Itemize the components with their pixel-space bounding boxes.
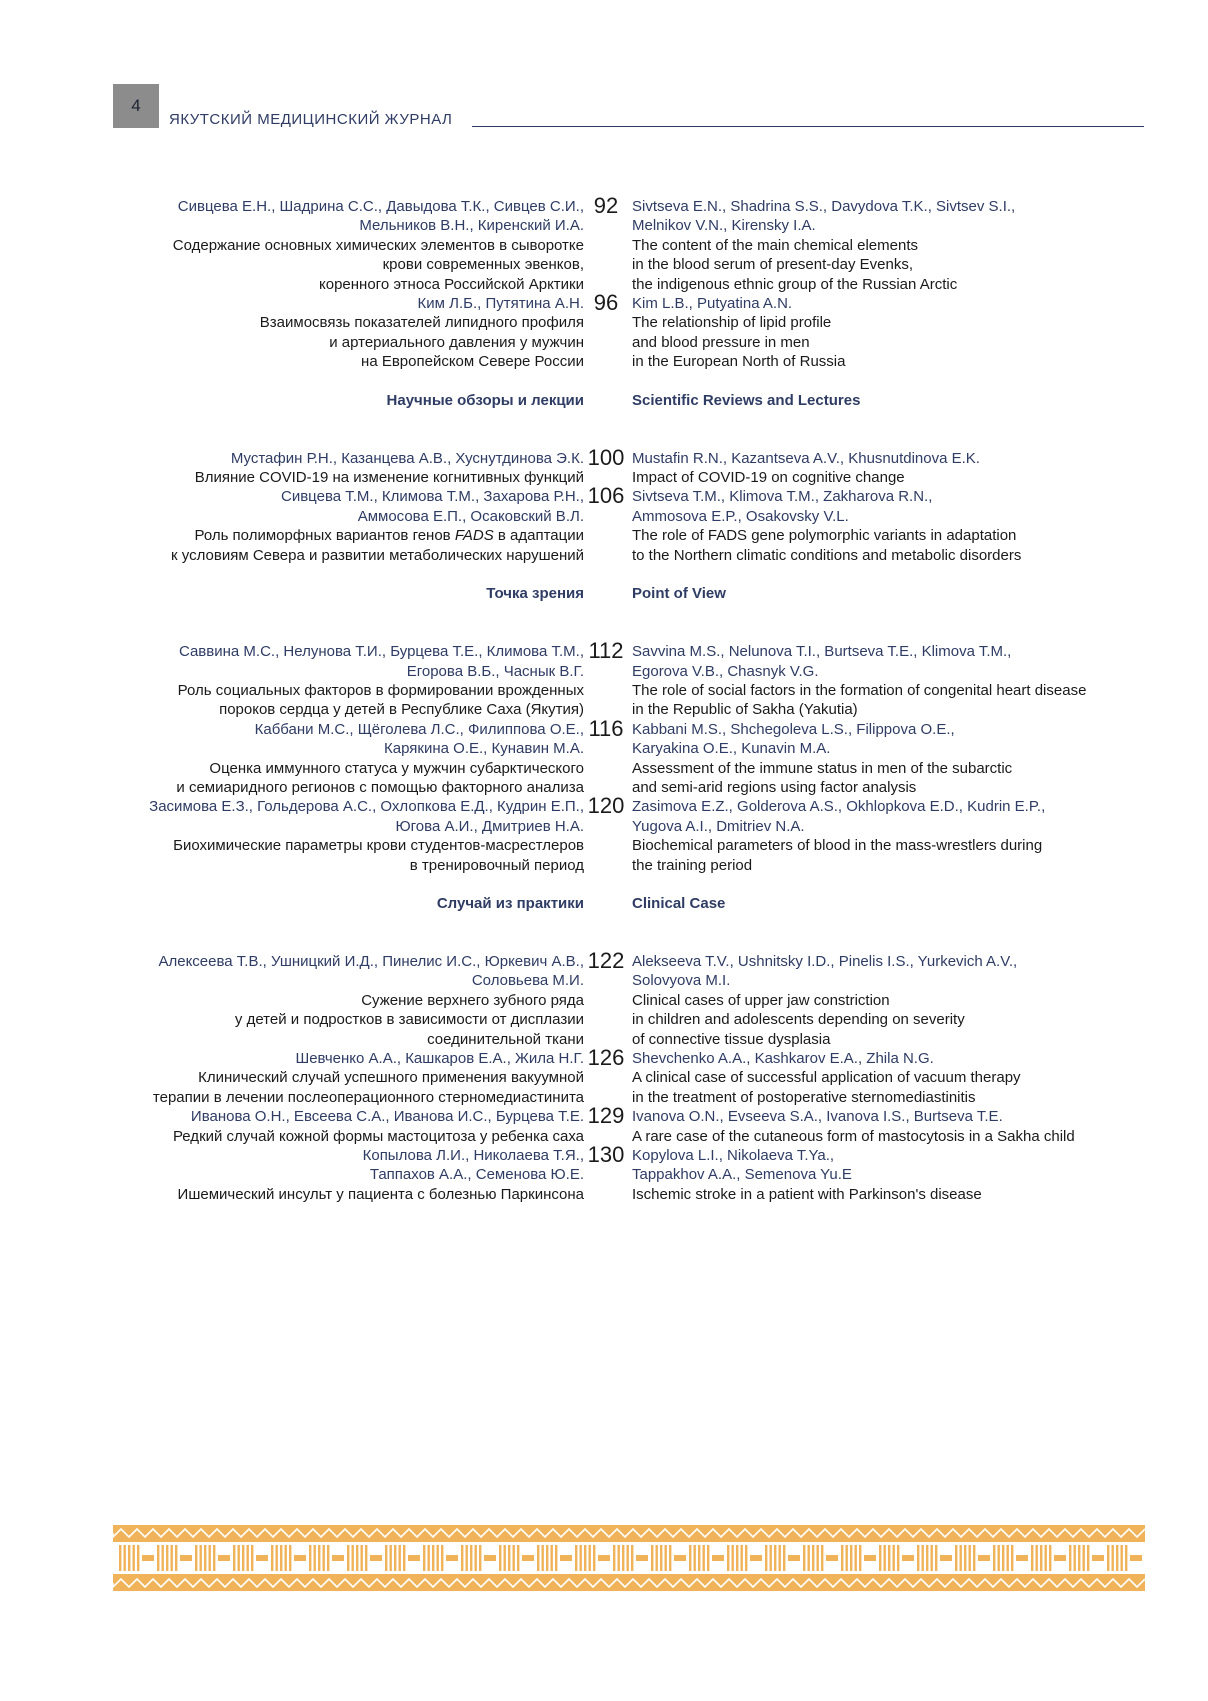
entry-english <box>632 1107 1152 1146</box>
entry-authors-ru: Югова А.И., Дмитриев Н.А. <box>395 817 584 835</box>
entry-authors-ru: Иванова О.Н., Евсеева С.А., Иванова И.С., Бурцева Т.Е. <box>190 1108 584 1126</box>
entry-russian <box>44 642 584 720</box>
entry-title-en: The relationship of lipid profile <box>632 314 832 332</box>
entry-title-en: Ischemic stroke in a patient with Parkinson's disease <box>632 1185 982 1203</box>
entry-authors-en: Karyakina O.E., Kunavin M.A. <box>632 740 831 758</box>
entry-title-ru: крови современных эвенков, <box>382 256 584 274</box>
entry-title-ru: терапии в лечении послеоперационного стерномедиастинита <box>152 1088 584 1106</box>
entry-title-en: the training period <box>632 856 753 874</box>
entry-title-en: in the blood serum of present-day Evenks, <box>632 256 913 274</box>
entry-authors-en: Mustafin R.N., Kazantseva A.V., Khusnutdinova E.K. <box>632 449 980 467</box>
entry-authors-en: Kabbani M.S., Shchegoleva L.S., Filippova O.E., <box>632 720 955 738</box>
entry-title-ru: на Европейском Севере России <box>361 353 584 371</box>
entry-title-ru: Содержание основных химических элементов в сыворотке <box>172 236 584 254</box>
entry-authors-en: Ammosova E.P., Osakovsky V.L. <box>632 507 849 525</box>
entry-authors-ru: Мустафин Р.Н., Казанцева А.В., Хуснутдинова Э.К. <box>230 449 584 467</box>
entry-authors-en: Sivtseva T.M., Klimova T.M., Zakharova R.N., <box>632 488 933 506</box>
entry-english <box>632 487 1152 565</box>
section-title-ru: Точка зрения <box>486 585 584 603</box>
entry-authors-en: Tappakhov A.A., Semenova Yu.E <box>632 1166 852 1184</box>
entry-english <box>632 294 1152 372</box>
entry-title-en: A rare case of the cutaneous form of mastocytosis in a Sakha child <box>632 1127 1075 1145</box>
entry-russian <box>44 487 584 565</box>
entry-title-en: in the European North of Russia <box>632 353 846 371</box>
entry-english <box>632 197 1152 294</box>
toc-entry[interactable] <box>0 1103 1208 1146</box>
journal-title: ЯКУТСКИЙ МЕДИЦИНСКИЙ ЖУРНАЛ <box>169 111 453 128</box>
page-number: 4 <box>113 84 159 128</box>
entry-title-ru: Биохимические параметры крови студентов-масрестлеров <box>173 837 584 855</box>
entry-page-number[interactable]: 106 <box>587 483 625 509</box>
entry-title-en: The role of FADS gene polymorphic variants in adaptation <box>632 527 1017 545</box>
entry-english <box>632 1049 1152 1107</box>
entry-title-ru: Сужение верхнего зубного ряда <box>361 991 584 1009</box>
entry-authors-ru: Мельников В.Н., Киренский И.А. <box>359 217 584 235</box>
entry-authors-en: Zasimova E.Z., Golderova A.S., Okhlopkova E.D., Kudrin E.P., <box>632 798 1046 816</box>
entry-authors-ru: Карякина О.Е., Кунавин М.А. <box>384 740 584 758</box>
entry-russian <box>44 294 584 372</box>
toc-entry[interactable] <box>0 638 1208 720</box>
entry-authors-ru: Соловьева М.И. <box>471 972 584 990</box>
decorative-ornament-border <box>113 1525 1145 1591</box>
entry-title-ru: в тренировочный период <box>409 856 584 874</box>
entry-page-number[interactable]: 122 <box>587 947 625 973</box>
ornament-pattern-icon <box>113 1525 1145 1591</box>
section-title-en: Clinical Case <box>632 894 726 912</box>
entry-english <box>632 449 1152 488</box>
entry-russian <box>44 1049 584 1107</box>
entry-page-number[interactable]: 130 <box>587 1142 625 1168</box>
entry-russian <box>44 720 584 798</box>
section-title-en: Point of View <box>632 585 726 603</box>
toc-entry[interactable] <box>0 483 1208 565</box>
entry-russian <box>44 797 584 875</box>
entry-title-en: The content of the main chemical elements <box>632 236 918 254</box>
entry-russian <box>44 1146 584 1204</box>
entry-authors-ru: Сивцева Т.М., Климова Т.М., Захарова Р.Н., <box>281 488 584 506</box>
toc-entry[interactable] <box>0 290 1208 372</box>
entry-title-en: A clinical case of successful application of vacuum therapy <box>632 1069 1021 1087</box>
toc-entry[interactable] <box>0 715 1208 798</box>
entry-authors-ru: Каббани М.С., Щёголева Л.С., Филиппова О.Е., <box>254 720 584 738</box>
entry-authors-ru: Копылова Л.И., Николаева Т.Я., <box>362 1147 584 1165</box>
section-heading <box>0 391 1208 449</box>
entry-title-ru: и артериального давления у мужчин <box>329 333 584 351</box>
entry-authors-en: Savvina M.S., Nelunova T.I., Burtseva T.E., Klimova T.M., <box>632 643 1012 661</box>
entry-title-ru: Влияние COVID-19 на изменение когнитивных функций <box>194 469 584 487</box>
entry-title-ru: к условиям Севера и развитии метаболических нарушений <box>171 546 584 564</box>
header-rule <box>472 126 1144 127</box>
entry-page-number[interactable]: 96 <box>593 290 619 316</box>
entry-title-en: to the Northern climatic conditions and metabolic disorders <box>632 546 1022 564</box>
entry-title-en: in the Republic of Sakha (Yakutia) <box>632 701 858 719</box>
toc-entry[interactable] <box>0 1045 1208 1107</box>
entry-title-ru: коренного этноса Российской Арктики <box>319 275 584 293</box>
entry-title-ru: Редкий случай кожной формы мастоцитоза у ребенка саха <box>172 1127 584 1145</box>
entry-title-en: and blood pressure in men <box>632 333 810 351</box>
entry-authors-ru: Ким Л.Б., Путятина А.Н. <box>417 295 584 313</box>
entry-page-number[interactable]: 126 <box>587 1045 625 1070</box>
entry-title-ru: пороков сердца у детей в Республике Саха (Якутия) <box>219 701 584 719</box>
toc-entry[interactable] <box>0 793 1208 875</box>
entry-authors-ru: Алексеева Т.В., Ушницкий И.Д., Пинелис И.С., Юркевич А.В., <box>158 952 584 970</box>
entry-title-en: and semi-arid regions using factor analysis <box>632 778 917 796</box>
entry-authors-en: Yugova A.I., Dmitriev N.A. <box>632 817 805 835</box>
table-of-contents <box>0 193 1208 1204</box>
entry-title-ru: Клинический случай успешного применения вакуумной <box>198 1069 584 1087</box>
entry-authors-en: Solovyova M.I. <box>632 972 731 990</box>
entry-title-en: Assessment of the immune status in men of the subarctic <box>632 759 1013 777</box>
entry-page-number[interactable]: 129 <box>587 1103 625 1129</box>
entry-authors-en: Kim L.B., Putyatina A.N. <box>632 295 793 313</box>
entry-english <box>632 1146 1152 1204</box>
section-title-ru: Случай из практики <box>436 894 584 912</box>
section-heading <box>0 894 1208 952</box>
entry-title-en: in children and adolescents depending on severity <box>632 1011 965 1029</box>
entry-title-ru: Роль социальных факторов в формировании врожденных <box>177 681 584 699</box>
entry-title-en: The role of social factors in the formation of congenital heart disease <box>632 681 1087 699</box>
entry-title-ru: Ишемический инсульт у пациента с болезнью Паркинсона <box>177 1185 584 1203</box>
entry-russian <box>44 449 584 488</box>
entry-title-ru: Взаимосвязь показателей липидного профиля <box>259 314 584 332</box>
entry-authors-ru: Шевченко А.А., Кашкаров Е.А., Жила Н.Г. <box>295 1050 584 1067</box>
entry-russian <box>44 952 584 1049</box>
entry-authors-ru: Егорова В.Б., Часнык В.Г. <box>406 662 584 680</box>
entry-page-number[interactable]: 116 <box>588 715 624 741</box>
entry-title-en: Impact of COVID-19 on cognitive change <box>632 469 905 487</box>
entry-authors-ru: Саввина М.С., Нелунова Т.И., Бурцева Т.Е., Климова Т.М., <box>178 643 584 661</box>
entry-authors-en: Alekseeva T.V., Ushnitsky I.D., Pinelis I.S., Yurkevich A.V., <box>632 952 1018 970</box>
entry-page-number[interactable]: 100 <box>587 444 625 470</box>
entry-title-ru: Роль полиморфных вариантов генов FADS в адаптации <box>194 527 584 545</box>
entry-title-en: the indigenous ethnic group of the Russian Arctic <box>632 275 958 293</box>
entry-page-number[interactable]: 120 <box>587 793 625 819</box>
entry-authors-en: Kopylova L.I., Nikolaeva T.Ya., <box>632 1147 835 1165</box>
entry-title-en: Biochemical parameters of blood in the mass-wrestlers during <box>632 837 1043 855</box>
entry-title-en: of connective tissue dysplasia <box>632 1030 831 1048</box>
toc-entry[interactable] <box>0 193 1208 294</box>
entry-title-en: in the treatment of postoperative sternomediastinitis <box>632 1088 976 1106</box>
section-title-ru: Научные обзоры и лекции <box>386 391 584 409</box>
entry-authors-en: Ivanova O.N., Evseeva S.A., Ivanova I.S., Burtseva T.E. <box>632 1108 1003 1126</box>
entry-title-en: Clinical cases of upper jaw constriction <box>632 991 890 1009</box>
entry-authors-en: Melnikov V.N., Kirensky I.A. <box>632 217 816 235</box>
entry-page-number[interactable]: 112 <box>588 638 624 664</box>
entry-english <box>632 797 1152 875</box>
toc-entry[interactable] <box>0 444 1208 488</box>
entry-authors-en: Sivtseva E.N., Shadrina S.S., Davydova T.K., Sivtsev S.I., <box>632 198 1016 215</box>
entry-page-number[interactable]: 92 <box>593 193 619 218</box>
entry-english <box>632 720 1152 798</box>
section-heading <box>0 584 1208 642</box>
entry-title-ru: Оценка иммунного статуса у мужчин субарктического <box>209 759 584 777</box>
entry-russian <box>44 1107 584 1146</box>
entry-english <box>632 642 1152 720</box>
entry-english <box>632 952 1152 1049</box>
entry-title-ru: соединительной ткани <box>427 1030 584 1048</box>
entry-authors-ru: Таппахов А.А., Семенова Ю.Е. <box>369 1166 584 1184</box>
entry-authors-ru: Сивцева Е.Н., Шадрина С.С., Давыдова Т.К., Сивцев С.И., <box>177 198 584 215</box>
entry-title-ru: и семиаридного регионов с помощью факторного анализа <box>176 778 584 796</box>
entry-authors-ru: Засимова Е.З., Гольдерова А.С., Охлопкова Е.Д., Кудрин Е.П., <box>149 798 584 816</box>
entry-russian <box>44 197 584 294</box>
entry-authors-en: Shevchenko A.A., Kashkarov E.A., Zhila N.G. <box>632 1050 934 1067</box>
entry-title-ru: у детей и подростков в зависимости от дисплазии <box>234 1011 584 1029</box>
section-title-en: Scientific Reviews and Lectures <box>632 391 861 409</box>
toc-entry[interactable] <box>0 1142 1208 1204</box>
toc-entry[interactable] <box>0 947 1208 1049</box>
entry-authors-en: Egorova V.B., Chasnyk V.G. <box>632 662 819 680</box>
entry-authors-ru: Аммосова Е.П., Осаковский В.Л. <box>357 507 584 525</box>
